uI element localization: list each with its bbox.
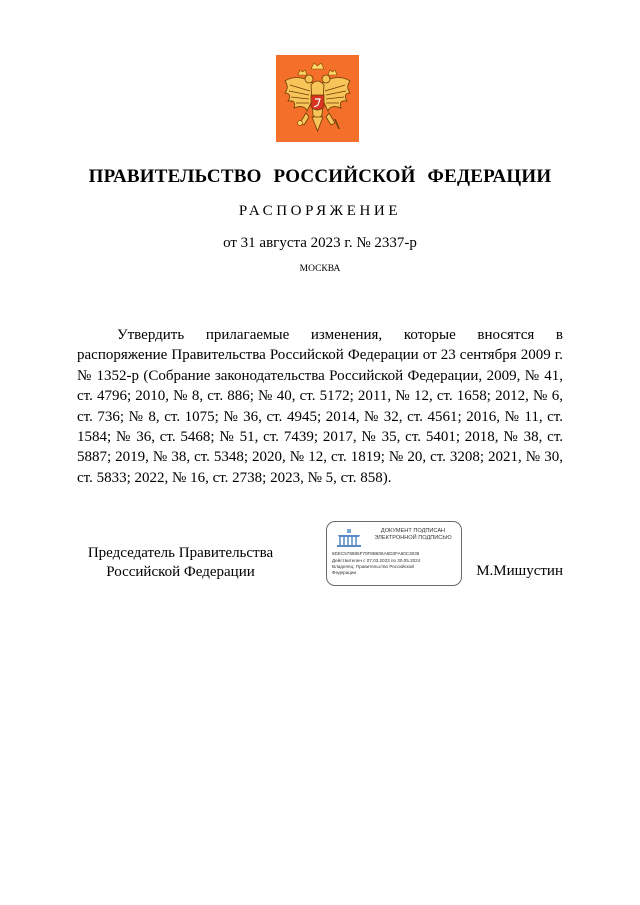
stamp-title-line2: ЭЛЕКТРОННОЙ ПОДПИСЬЮ: [374, 535, 452, 541]
document-type: РАСПОРЯЖЕНИЕ: [238, 203, 402, 219]
government-building-icon: [335, 528, 363, 548]
stamp-validity: Действителен с 07.03.2023 по 30.05.2024: [332, 558, 421, 563]
stamp-title: [367, 528, 459, 542]
signer-position-line2: Российской Федерации: [106, 564, 255, 580]
signer-position-line1: Председатель Правительства: [87, 545, 274, 561]
document-date-number: от 31 августа 2023 г. № 2337-р: [223, 235, 417, 251]
stamp-owner-line1: Владелец: Правительство Российской: [332, 564, 414, 569]
stamp-title-line1: ДОКУМЕНТ ПОДПИСАН: [380, 528, 446, 534]
document-city: МОСКВА: [299, 264, 341, 274]
government-title: ПРАВИТЕЛЬСТВО РОССИЙСКОЙ ФЕДЕРАЦИИ: [88, 166, 552, 187]
order-body-paragraph: Утвердить прилагаемые изменения, которые вносятся в распоряжение Правительства Российской Федерации от 23 сентября 2009 г. № 1352-р (Собрание законодательства Российской Федерации, 2009, № 41, ст. 4796; 2010, № 8, ст. 886; № 40, ст. 5172; 2011, № 12, ст. 1658; 2012, № 6, ст. 736; № 8, ст. 1075; № 36, ст. 4945; 2014, № 32, ст. 4561; 2016, № 11, ст. 1584; № 36, ст. 5468; № 51, ст. 7439; 2017, № 35, ст. 5401; 2018, № 38, ст. 5887; 2019, № 38, ст. 5348; 2020, № 12, ст. 1819; № 20, ст. 3208; 2021, № 30, ст. 5833; 2022, № 16, ст. 2738; 2023, № 5, ст. 858).: [77, 327, 563, 486]
signer-name: М.Мишустин: [476, 563, 563, 579]
signer-position: [78, 544, 283, 582]
stamp-owner-line2: Федерации: [332, 570, 357, 575]
coat-of-arms-icon: [276, 55, 359, 142]
electronic-signature-stamp: [326, 521, 462, 586]
stamp-certificate: 6DEC578885F70F8B806A6D3FA60C3038: [332, 551, 420, 556]
